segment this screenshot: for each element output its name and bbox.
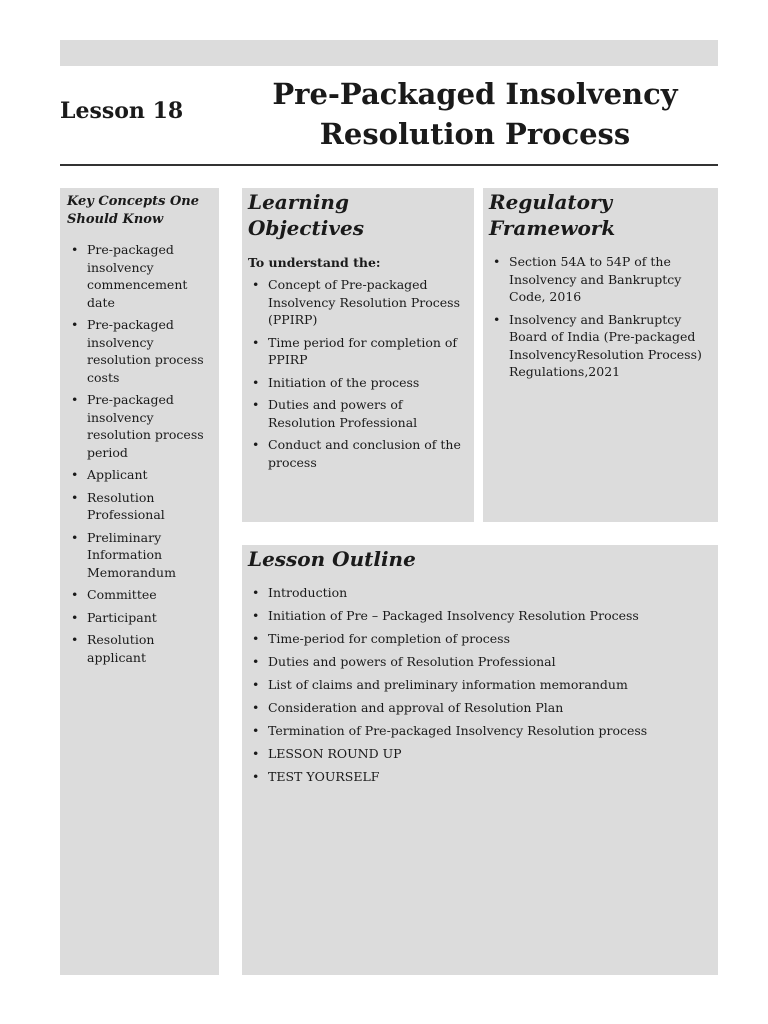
list-item: • Initiation of Pre – Packaged Insolvency Resolution Process: [248, 607, 710, 625]
list-item: • Preliminary Information Memorandum: [67, 529, 213, 582]
title-line-2: Resolution Process: [319, 117, 631, 151]
learning-objectives-list: [248, 276, 466, 471]
list-item: • List of claims and preliminary information memorandum: [248, 676, 710, 694]
header-band: [60, 40, 718, 66]
list-item: • Pre-packaged insolvency resolution process costs: [67, 316, 213, 386]
learning-objectives-panel: [242, 188, 474, 522]
learning-objectives-heading: Learning Objectives: [248, 190, 364, 240]
list-item: • Insolvency and Bankruptcy Board of India (Pre-packaged InsolvencyResolution Process) Regulations,2021: [489, 311, 710, 381]
regulatory-framework-list: [489, 253, 710, 381]
list-item: • Committee: [67, 586, 213, 604]
list-item: • TEST YOURSELF: [248, 768, 710, 786]
list-item: • Conduct and conclusion of the process: [248, 436, 466, 471]
list-item: • Time-period for completion of process: [248, 630, 710, 648]
list-item: • Duties and powers of Resolution Professional: [248, 653, 710, 671]
lesson-outline-list: [248, 584, 710, 786]
lesson-number: Lesson 18: [60, 98, 184, 124]
list-item: • Pre-packaged insolvency commencement date: [67, 241, 213, 311]
list-item: • Duties and powers of Resolution Professional: [248, 396, 466, 431]
regulatory-framework-panel: [483, 188, 718, 522]
regulatory-framework-heading: Regulatory Framework: [489, 190, 616, 240]
list-item: • Termination of Pre-packaged Insolvency Resolution process: [248, 722, 710, 740]
list-item: • Time period for completion of PPIRP: [248, 334, 466, 369]
title-divider: [60, 164, 718, 166]
list-item: • Resolution Professional: [67, 489, 213, 524]
list-item: • Section 54A to 54P of the Insolvency and Bankruptcy Code, 2016: [489, 253, 710, 306]
lesson-outline-panel: [242, 545, 718, 975]
list-item: • Consideration and approval of Resolution Plan: [248, 699, 710, 717]
key-concepts-heading: Key Concepts One Should Know: [67, 194, 200, 227]
list-item: • Applicant: [67, 466, 213, 484]
list-item: • LESSON ROUND UP: [248, 745, 710, 763]
page-title: [270, 74, 680, 154]
list-item: • Resolution applicant: [67, 631, 213, 666]
list-item: • Participant: [67, 609, 213, 627]
key-concepts-panel: [60, 188, 219, 975]
learning-objectives-intro: To understand the:: [248, 255, 381, 270]
list-item: • Initiation of the process: [248, 374, 466, 392]
list-item: • Introduction: [248, 584, 710, 602]
title-line-1: Pre-Packaged Insolvency: [272, 77, 678, 111]
lesson-outline-heading: Lesson Outline: [248, 547, 416, 571]
list-item: • Concept of Pre-packaged Insolvency Resolution Process (PPIRP): [248, 276, 466, 329]
list-item: • Pre-packaged insolvency resolution process period: [67, 391, 213, 461]
key-concepts-list: [67, 241, 213, 666]
